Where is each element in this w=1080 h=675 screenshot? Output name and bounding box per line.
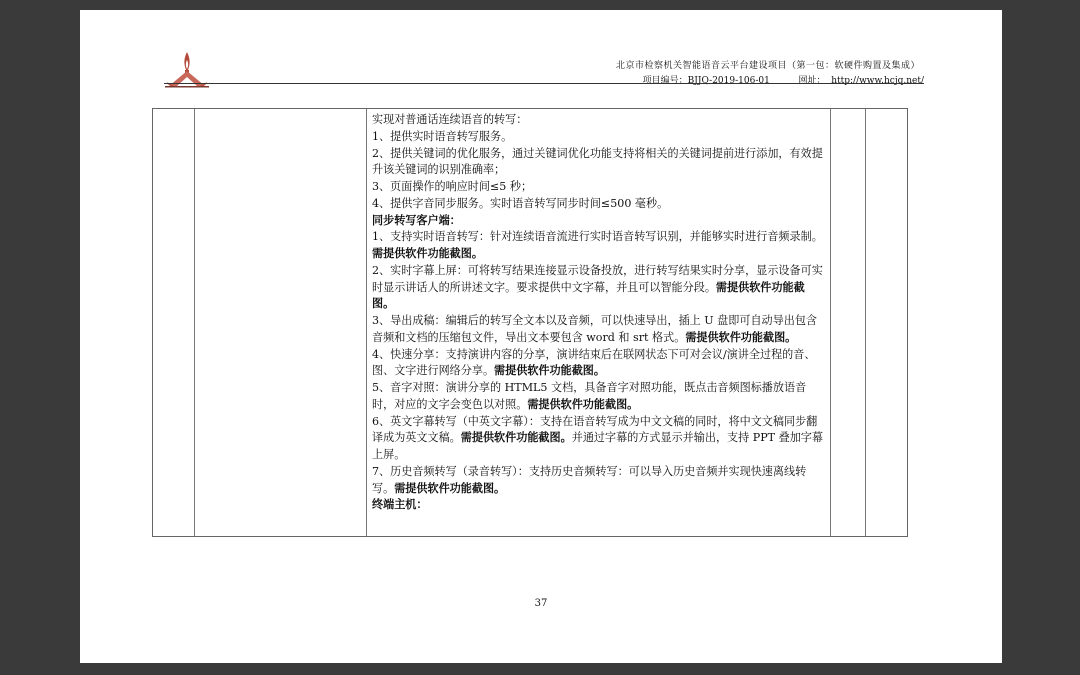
paragraph: 1、提供实时语音转写服务。: [372, 129, 513, 143]
paragraph: [372, 229, 824, 263]
requirement-note: 需提供软件功能截图。: [685, 330, 797, 344]
paragraph: 2、提供关键词的优化服务，通过关键词优化功能支持将相关的关键词提前进行添加，有效提升该关键词的识别准确率；: [372, 146, 823, 177]
column-divider: [830, 109, 831, 536]
requirement-note: 需提供软件功能截图。: [372, 247, 483, 260]
paragraph: [372, 464, 824, 498]
item-text: 2、实时字幕上屏：可将转写结果连接显示设备投放，进行转写结果实时分享，显示设备可实时显示讲话人的所讲述文字。要求提供中文字幕，并且可以智能分段。: [372, 263, 823, 294]
item-text: 1、支持实时语音转写：针对连续语音流进行实时语音转写识别，并能够实时进行音频录制。: [372, 230, 823, 244]
paragraph: [372, 313, 824, 347]
paragraph: [372, 414, 824, 464]
requirement-note: 需提供软件功能截图。: [527, 397, 639, 411]
requirement-note: 需提供软件功能截图。: [494, 364, 605, 378]
item-text: 7、历史音频转写（录音转写）：支持历史音频转写：可以导入历史音频并实现快速离线转写。: [372, 464, 807, 495]
website-label: 网址：: [798, 76, 826, 86]
paragraph: 实现对普通话连续语音的转写：: [372, 113, 528, 126]
paragraph: [372, 347, 824, 381]
project-title: 北京市检察机关智能语音云平台建设项目（第一包：软硬件购置及集成）: [615, 61, 920, 71]
paragraph: 3、页面操作的响应时间≤5 秒；: [372, 180, 533, 193]
section-heading: 终端主机：: [372, 498, 428, 512]
header-divider: [164, 83, 924, 84]
spec-table: [152, 108, 908, 537]
project-no: BJJQ-2019-106-01: [687, 76, 770, 86]
paragraph: [372, 263, 824, 313]
column-divider: [194, 109, 195, 536]
document-page: [80, 10, 1002, 663]
project-no-label: 项目编号：: [642, 76, 688, 86]
item-text: 5、音字对照：演讲分享的 HTML5 文档，具备音字对照功能，既点击音频图标播放语音时，对应的文字会变色以对照。: [372, 381, 807, 411]
item-text: 3、导出成稿：编辑后的转写全文本以及音频，可以快速导出，插上 U 盘即可自动导出包含音频和文档的压缩包文件，导出文本要包含 word 和 srt 格式。: [372, 314, 818, 344]
page-number: 37: [534, 598, 548, 609]
paragraph: 4、提供字音同步服务。实时语音转写同步时间≤500 毫秒。: [372, 196, 669, 210]
item-text: 4、快速分享：支持演讲内容的分享，演讲结束后在联网状态下可对会议/演讲全过程的音、图、文字进行网络分享。: [372, 347, 816, 378]
section-heading: 同步转写客户端：: [372, 213, 461, 227]
requirement-note: 需提供软件功能截图。: [460, 431, 572, 445]
website-url: http://www.hcjq.net/: [831, 76, 924, 86]
column-divider: [865, 109, 866, 536]
item-text: 6、英文字幕转写（中英文字幕）：支持在语音转写成为中文文稿的同时，将中文文稿同步翻译成为英文文稿。: [372, 414, 818, 445]
requirement-note: 需提供软件功能截图。: [372, 280, 805, 311]
spec-description-cell: [366, 109, 830, 536]
paragraph: [372, 380, 824, 414]
project-meta: [643, 73, 924, 86]
item-text: 并通过字幕的方式显示并输出，支持 PPT 叠加字幕上屏。: [372, 431, 823, 461]
requirement-note: 需提供软件功能截图。: [394, 481, 506, 495]
